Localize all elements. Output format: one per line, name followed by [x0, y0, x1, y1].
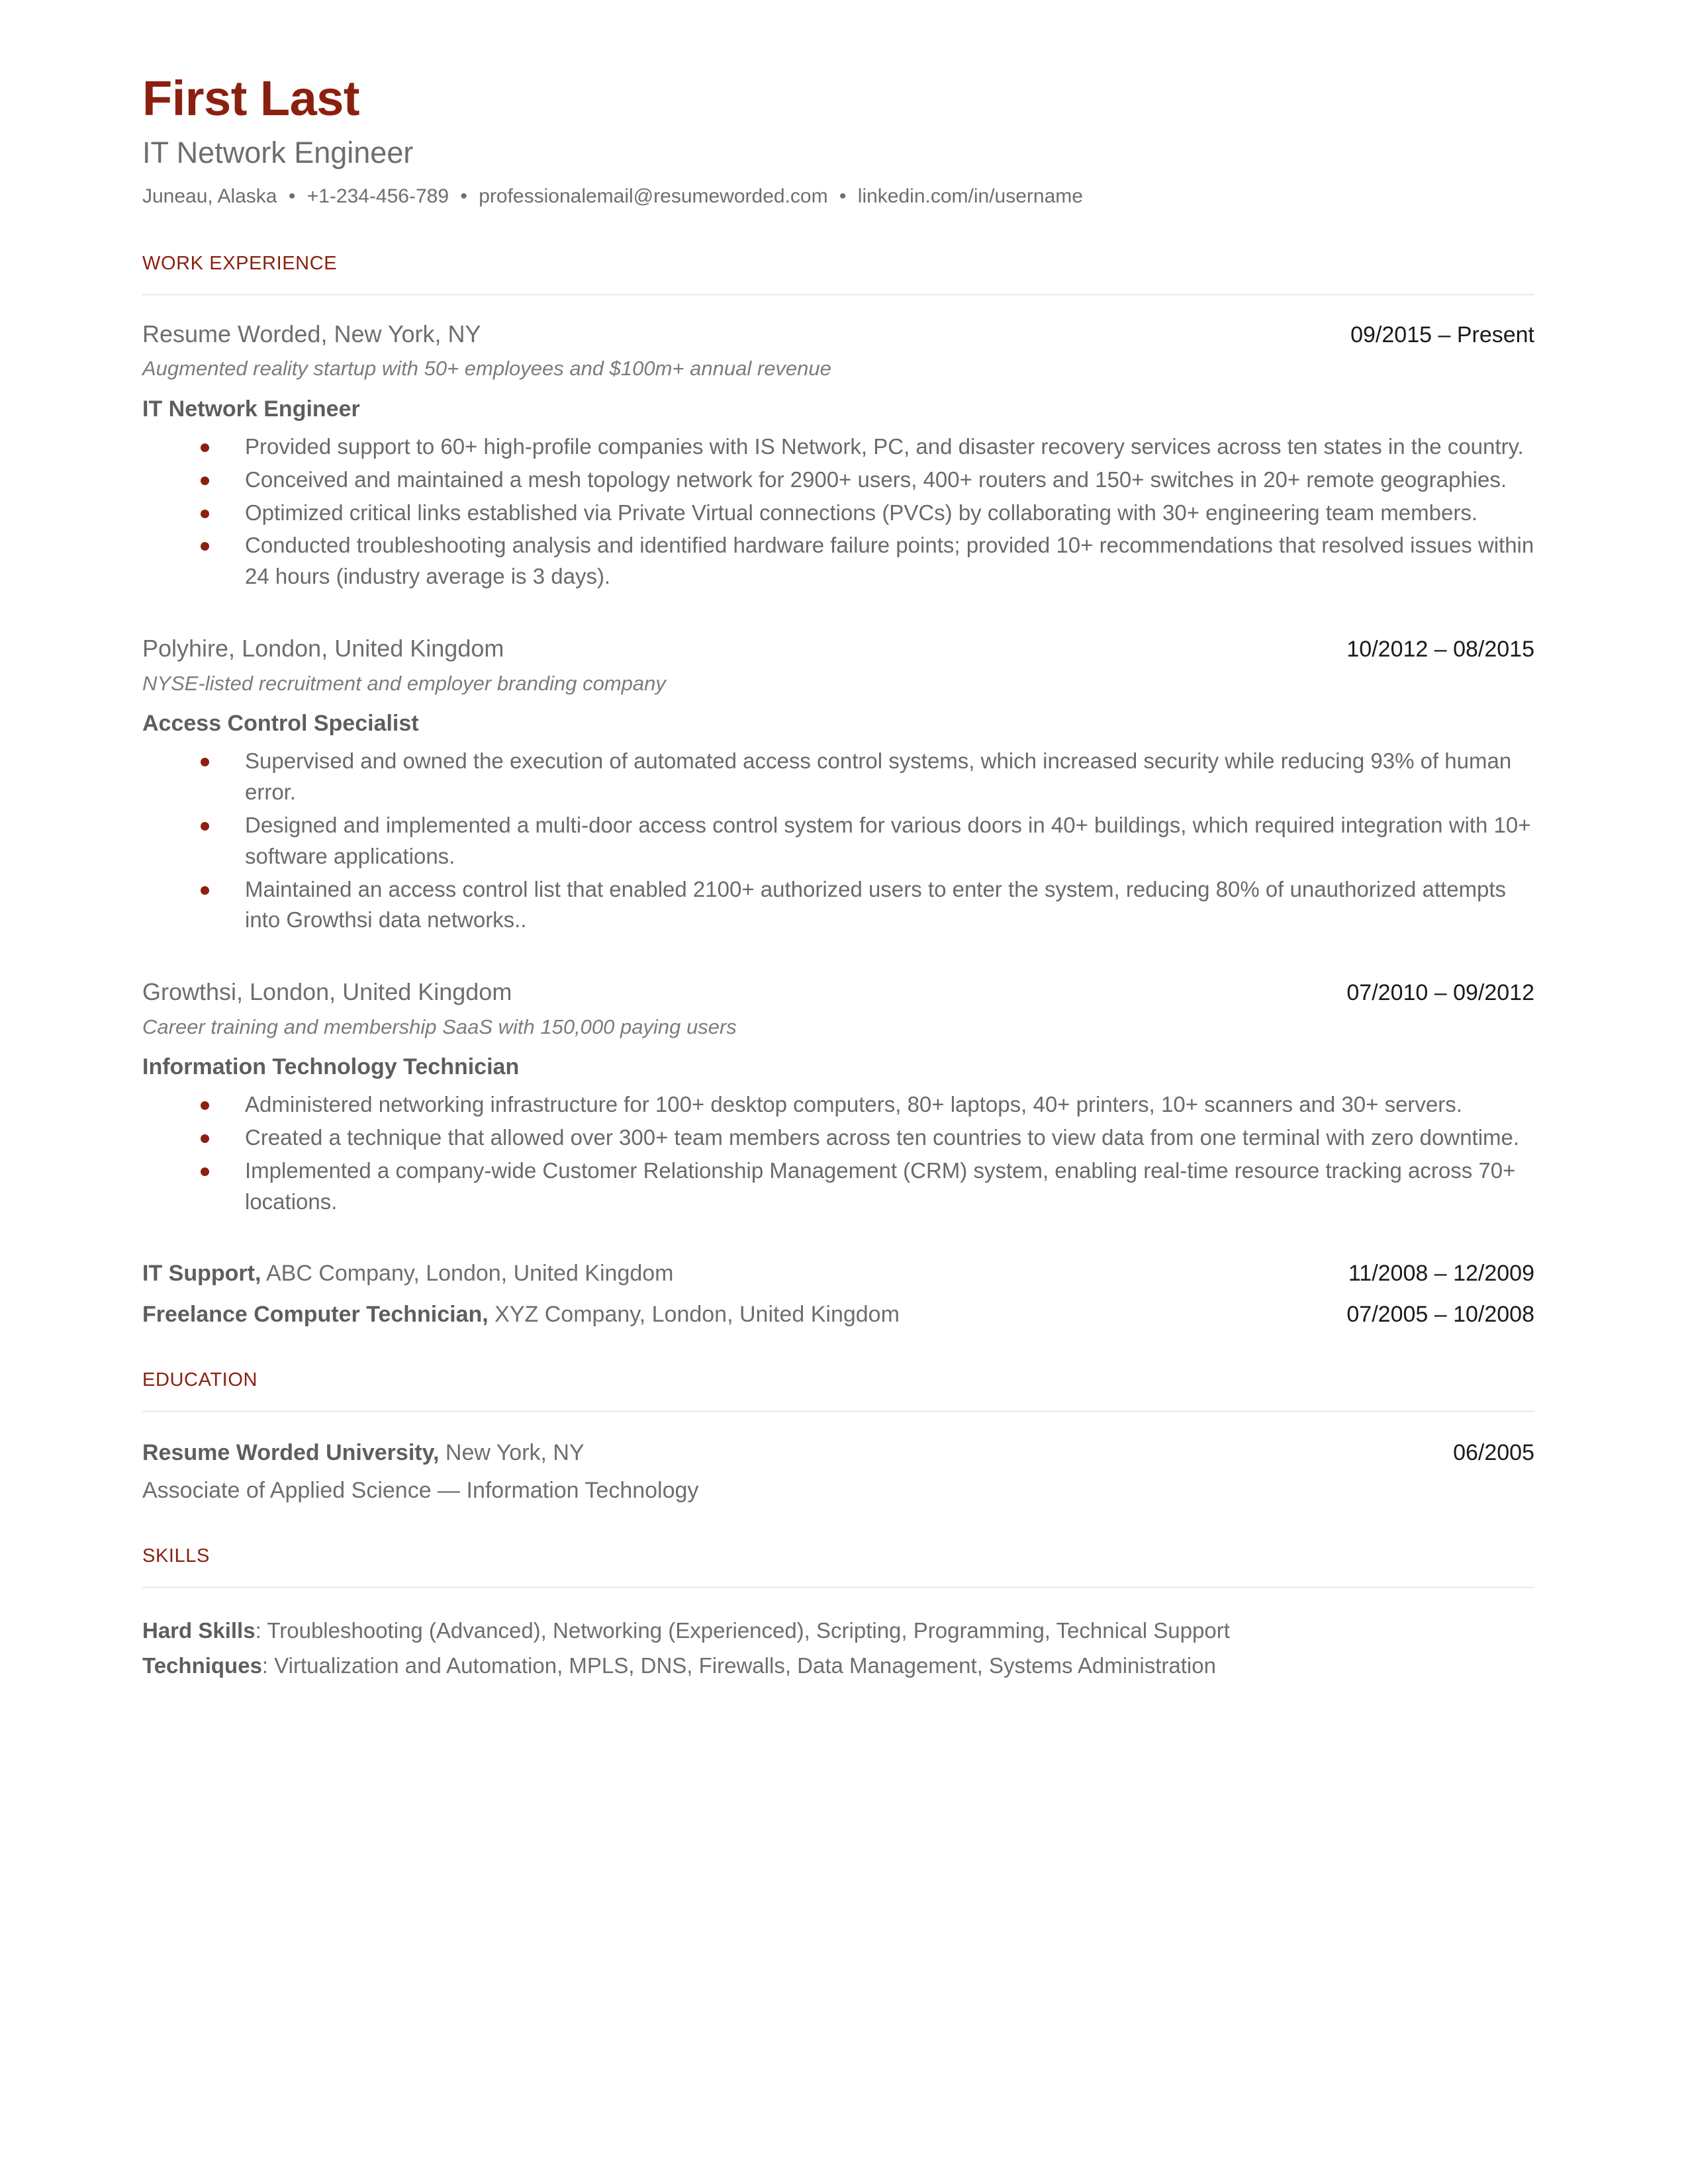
contact-separator-3: • [839, 185, 847, 207]
job-header-row [142, 977, 1534, 1007]
section-divider-skills [142, 1587, 1534, 1588]
job-title: IT Network Engineer [142, 396, 360, 422]
job-entry [142, 633, 1534, 936]
job-bullet: Conceived and maintained a mesh topology network for 2900+ users, 400+ routers and 150+ switches in 20+ remote geographies. [142, 465, 1534, 496]
job-bullet: Conducted troubleshooting analysis and identified hardware failure points; provided 10+ recommendations that resolved issues within 24 hours (industry average is 3 days). [142, 530, 1534, 592]
job-company-blurb: Augmented reality startup with 50+ employees and $100m+ annual revenue [142, 357, 831, 381]
skill-value: : Virtualization and Automation, MPLS, DNS, Firewalls, Data Management, Systems Administration [261, 1653, 1216, 1678]
section-title-work: WORK EXPERIENCE [142, 253, 338, 274]
education-school: Resume Worded University, [142, 1439, 440, 1465]
candidate-headline: IT Network Engineer [142, 136, 414, 169]
job-bullet: Maintained an access control list that enabled 2100+ authorized users to enter the system, reducing 80% of unauthorized attempts into Growthsi data networks.. [142, 874, 1534, 936]
education-degree: Associate of Applied Science — Information Technology [142, 1478, 699, 1503]
education-entry [142, 1438, 1534, 1505]
short-job-detail: XYZ Company, London, United Kingdom [488, 1301, 900, 1327]
job-bullet: Administered networking infrastructure for 100+ desktop computers, 80+ laptops, 40+ printers, 10+ scanners and 30+ servers. [142, 1089, 1534, 1120]
job-company: Resume Worded, New York, NY [142, 320, 481, 347]
job-company: Polyhire, London, United Kingdom [142, 635, 504, 662]
contact-separator-2: • [460, 185, 467, 207]
section-education [142, 1369, 1534, 1505]
short-job-label [142, 1259, 674, 1288]
short-job-detail: ABC Company, London, United Kingdom [261, 1260, 674, 1286]
section-title-skills: SKILLS [142, 1545, 210, 1567]
job-bullet: Optimized critical links established via Private Virtual connections (PVCs) by collaborating with 30+ engineering team members. [142, 498, 1534, 529]
job-company-blurb: NYSE-listed recruitment and employer branding company [142, 671, 666, 695]
job-dates: 10/2012 – 08/2015 [1346, 637, 1534, 662]
job-dates: 07/2010 – 09/2012 [1346, 980, 1534, 1006]
section-skills [142, 1545, 1534, 1682]
education-school-line [142, 1438, 585, 1467]
job-bullet: Provided support to 60+ high-profile companies with IS Network, PC, and disaster recovery services across ten states in the country. [142, 432, 1534, 463]
section-title-education: EDUCATION [142, 1369, 258, 1391]
contact-phone: +1-234-456-789 [306, 185, 449, 207]
job-company: Growthsi, London, United Kingdom [142, 978, 512, 1006]
skill-line [142, 1651, 1534, 1682]
contact-line [142, 185, 1534, 208]
contact-email[interactable]: professionalemail@resumeworded.com [479, 185, 828, 207]
job-bullet-list [142, 1089, 1534, 1217]
education-location: New York, NY [439, 1439, 585, 1465]
contact-linkedin[interactable]: linkedin.com/in/username [857, 185, 1083, 207]
short-job-label [142, 1300, 900, 1329]
contact-separator-1: • [288, 185, 296, 207]
resume-header [142, 71, 1534, 208]
short-job-dates: 11/2008 – 12/2009 [1348, 1260, 1534, 1286]
skill-label: Hard Skills [142, 1617, 256, 1643]
job-bullet-list [142, 432, 1534, 592]
job-company-blurb: Career training and membership SaaS with 150,000 paying users [142, 1015, 737, 1038]
skills-list [142, 1615, 1534, 1682]
job-entry [142, 977, 1534, 1217]
job-title: Access Control Specialist [142, 710, 419, 736]
education-date: 06/2005 [1453, 1439, 1534, 1465]
job-bullet: Implemented a company-wide Customer Relationship Management (CRM) system, enabling real-time resource tracking across 70+ locations. [142, 1156, 1534, 1218]
job-bullet: Designed and implemented a multi-door access control system for various doors in 40+ buildings, which required integration with 10+ software applications. [142, 810, 1534, 872]
job-dates: 09/2015 – Present [1350, 322, 1534, 347]
candidate-name: First Last [142, 71, 360, 126]
job-bullet: Supervised and owned the execution of automated access control systems, which increased security while reducing 93% of human error. [142, 746, 1534, 808]
job-title: Information Technology Technician [142, 1054, 520, 1080]
skill-line [142, 1615, 1534, 1647]
job-header-row [142, 633, 1534, 664]
contact-location: Juneau, Alaska [142, 185, 277, 207]
job-bullet: Created a technique that allowed over 300+ team members across ten countries to view data from one terminal with zero downtime. [142, 1122, 1534, 1154]
section-work-experience [142, 252, 1534, 1329]
short-job-role: Freelance Computer Technician, [142, 1301, 489, 1327]
short-job-entry [142, 1259, 1534, 1288]
short-job-entry [142, 1300, 1534, 1329]
skill-value: : Troubleshooting (Advanced), Networking (Experienced), Scripting, Programming, Technical Support [255, 1617, 1230, 1643]
job-header-row [142, 319, 1534, 349]
section-divider-education [142, 1411, 1534, 1412]
job-bullet-list [142, 746, 1534, 936]
short-job-dates: 07/2005 – 10/2008 [1346, 1301, 1534, 1327]
skill-label: Techniques [142, 1653, 262, 1678]
job-entry [142, 319, 1534, 592]
short-job-role: IT Support, [142, 1260, 261, 1286]
education-header-row [142, 1438, 1534, 1467]
